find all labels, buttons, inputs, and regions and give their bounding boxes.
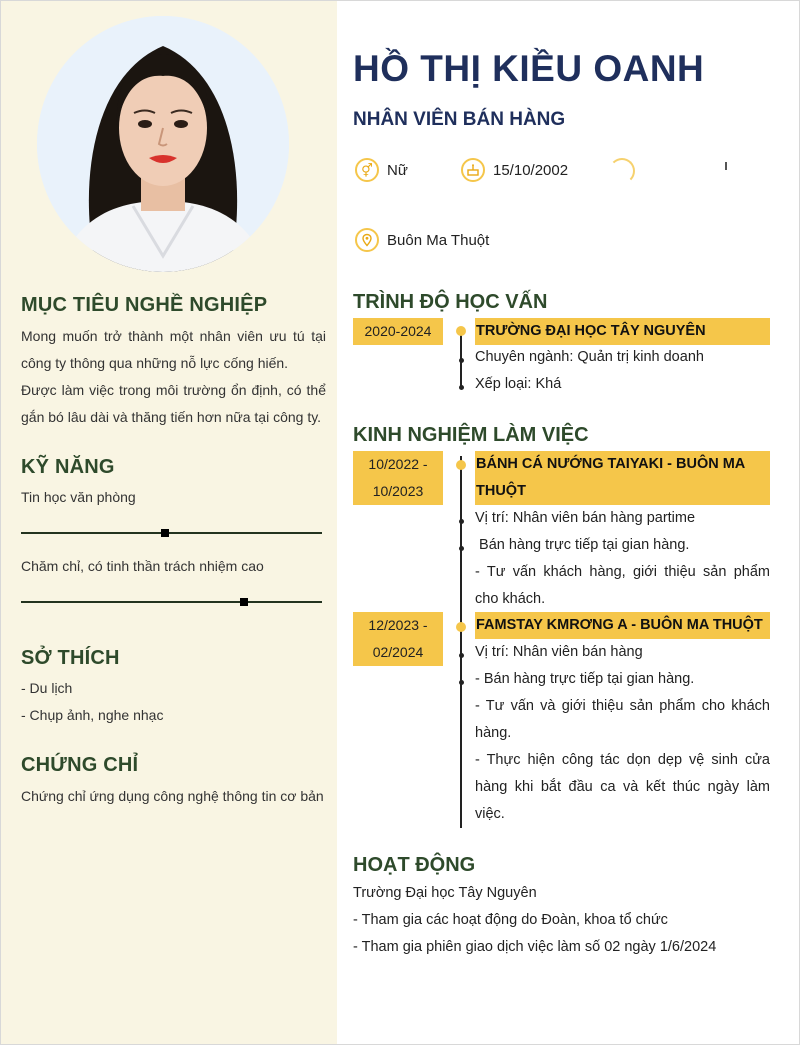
gender-info — [355, 158, 408, 182]
skill-label-2: Chăm chỉ, có tinh thần trách nhiệm cao — [21, 558, 264, 574]
certificate-item: Chứng chỉ ứng dụng công nghệ thông tin cơ bản — [21, 788, 324, 804]
experience-heading: KINH NGHIỆM LÀM VIỆC — [353, 424, 589, 446]
experience-timeline — [460, 456, 462, 828]
job-title: NHÂN VIÊN BÁN HÀNG — [353, 109, 566, 130]
education-line: Xếp loại: Khá — [475, 376, 562, 392]
objective-text-2: Được làm việc trong môi trường ổn định, có thể gắn bó lâu dài và thăng tiến hơn nữa tại công ty. — [21, 382, 326, 425]
hobbies-heading: SỞ THÍCH — [21, 647, 120, 669]
experience-line: Vị trí: Nhân viên bán hàng partime — [475, 510, 696, 526]
location-value: Buôn Ma Thuột — [387, 231, 490, 249]
objective-text-1: Mong muốn trở thành một nhân viên ưu tú tại công ty thông qua những nỗ lực cống hiến. — [21, 328, 326, 371]
skills-heading: KỸ NĂNG — [21, 456, 115, 478]
experience-line: Bán hàng trực tiếp tại gian hàng. — [475, 537, 690, 553]
birthday-cake-icon — [461, 158, 485, 182]
experience-line: - Tư vấn và giới thiệu sản phẩm cho khách hàng. — [475, 698, 770, 741]
candidate-name: HỒ THỊ KIỀU OANH — [353, 48, 705, 89]
experience-company — [475, 612, 770, 639]
timeline-dot — [456, 460, 466, 470]
timeline-bullet — [459, 653, 464, 658]
activity-line: - Tham gia phiên giao dịch việc làm số 02 ngày 1/6/2024 — [353, 939, 717, 955]
experience-company — [475, 451, 770, 505]
education-date: 2020-2024 — [353, 318, 443, 345]
sidebar — [0, 0, 337, 1045]
gender-icon: ⚥ — [355, 158, 379, 182]
company-line: BÁNH CÁ NƯỚNG TAIYAKI - BUÔN MA — [476, 456, 746, 472]
activity-line: Trường Đại học Tây Nguyên — [353, 885, 537, 901]
hobby-item: - Chụp ảnh, nghe nhạc — [21, 707, 164, 723]
skill-bar-1 — [21, 532, 322, 534]
skill-bar-2 — [21, 601, 322, 603]
map-pin-icon — [355, 228, 379, 252]
experience-date — [353, 612, 443, 666]
skill-level-marker — [161, 529, 169, 537]
portrait-image — [37, 16, 289, 272]
timeline-bullet — [459, 519, 464, 524]
gender-value: Nữ — [387, 161, 408, 179]
redacted-mark — [725, 162, 727, 170]
skill-label-1: Tin học văn phòng — [21, 489, 136, 505]
activity-line: - Tham gia các hoạt động do Đoàn, khoa tổ chức — [353, 912, 668, 928]
timeline-bullet — [459, 546, 464, 551]
date-line: 12/2023 - — [368, 617, 428, 633]
date-line: 10/2023 — [372, 483, 424, 499]
profile-photo — [37, 16, 289, 272]
certificates-heading: CHỨNG CHỈ — [21, 754, 139, 776]
timeline-dot — [456, 622, 466, 632]
experience-line: - Thực hiện công tác dọn dẹp vệ sinh cửa hàng khi bắt đầu ca và kết thúc ngày làm việc. — [475, 752, 770, 822]
dob-value: 15/10/2002 — [493, 161, 569, 179]
experience-line: - Tư vấn khách hàng, giới thiệu sản phẩm cho khách. — [475, 564, 770, 607]
company-line: FAMSTAY KMRƠNG A - BUÔN MA THUỘT — [476, 617, 763, 633]
education-heading: TRÌNH ĐỘ HỌC VẤN — [353, 291, 548, 313]
timeline-bullet — [459, 385, 464, 390]
phone-icon — [609, 158, 635, 184]
education-line: Chuyên ngành: Quản trị kinh doanh — [475, 349, 704, 365]
skill-level-marker — [240, 598, 248, 606]
timeline-dot — [456, 326, 466, 336]
hobby-item: - Du lịch — [21, 680, 73, 696]
dob-info — [461, 158, 568, 182]
date-line: 10/2022 - — [368, 456, 428, 472]
education-school: TRƯỜNG ĐẠI HỌC TÂY NGUYÊN — [475, 318, 770, 345]
company-line: THUỘT — [476, 483, 526, 499]
experience-line: Vị trí: Nhân viên bán hàng — [475, 644, 643, 660]
experience-line: - Bán hàng trực tiếp tại gian hàng. — [475, 671, 695, 687]
objective-heading: MỤC TIÊU NGHỀ NGHIỆP — [21, 294, 268, 316]
activities-heading: HOẠT ĐỘNG — [353, 854, 476, 876]
timeline-bullet — [459, 358, 464, 363]
date-line: 02/2024 — [372, 644, 424, 660]
location-info — [355, 228, 489, 252]
experience-date — [353, 451, 443, 505]
timeline-bullet — [459, 680, 464, 685]
